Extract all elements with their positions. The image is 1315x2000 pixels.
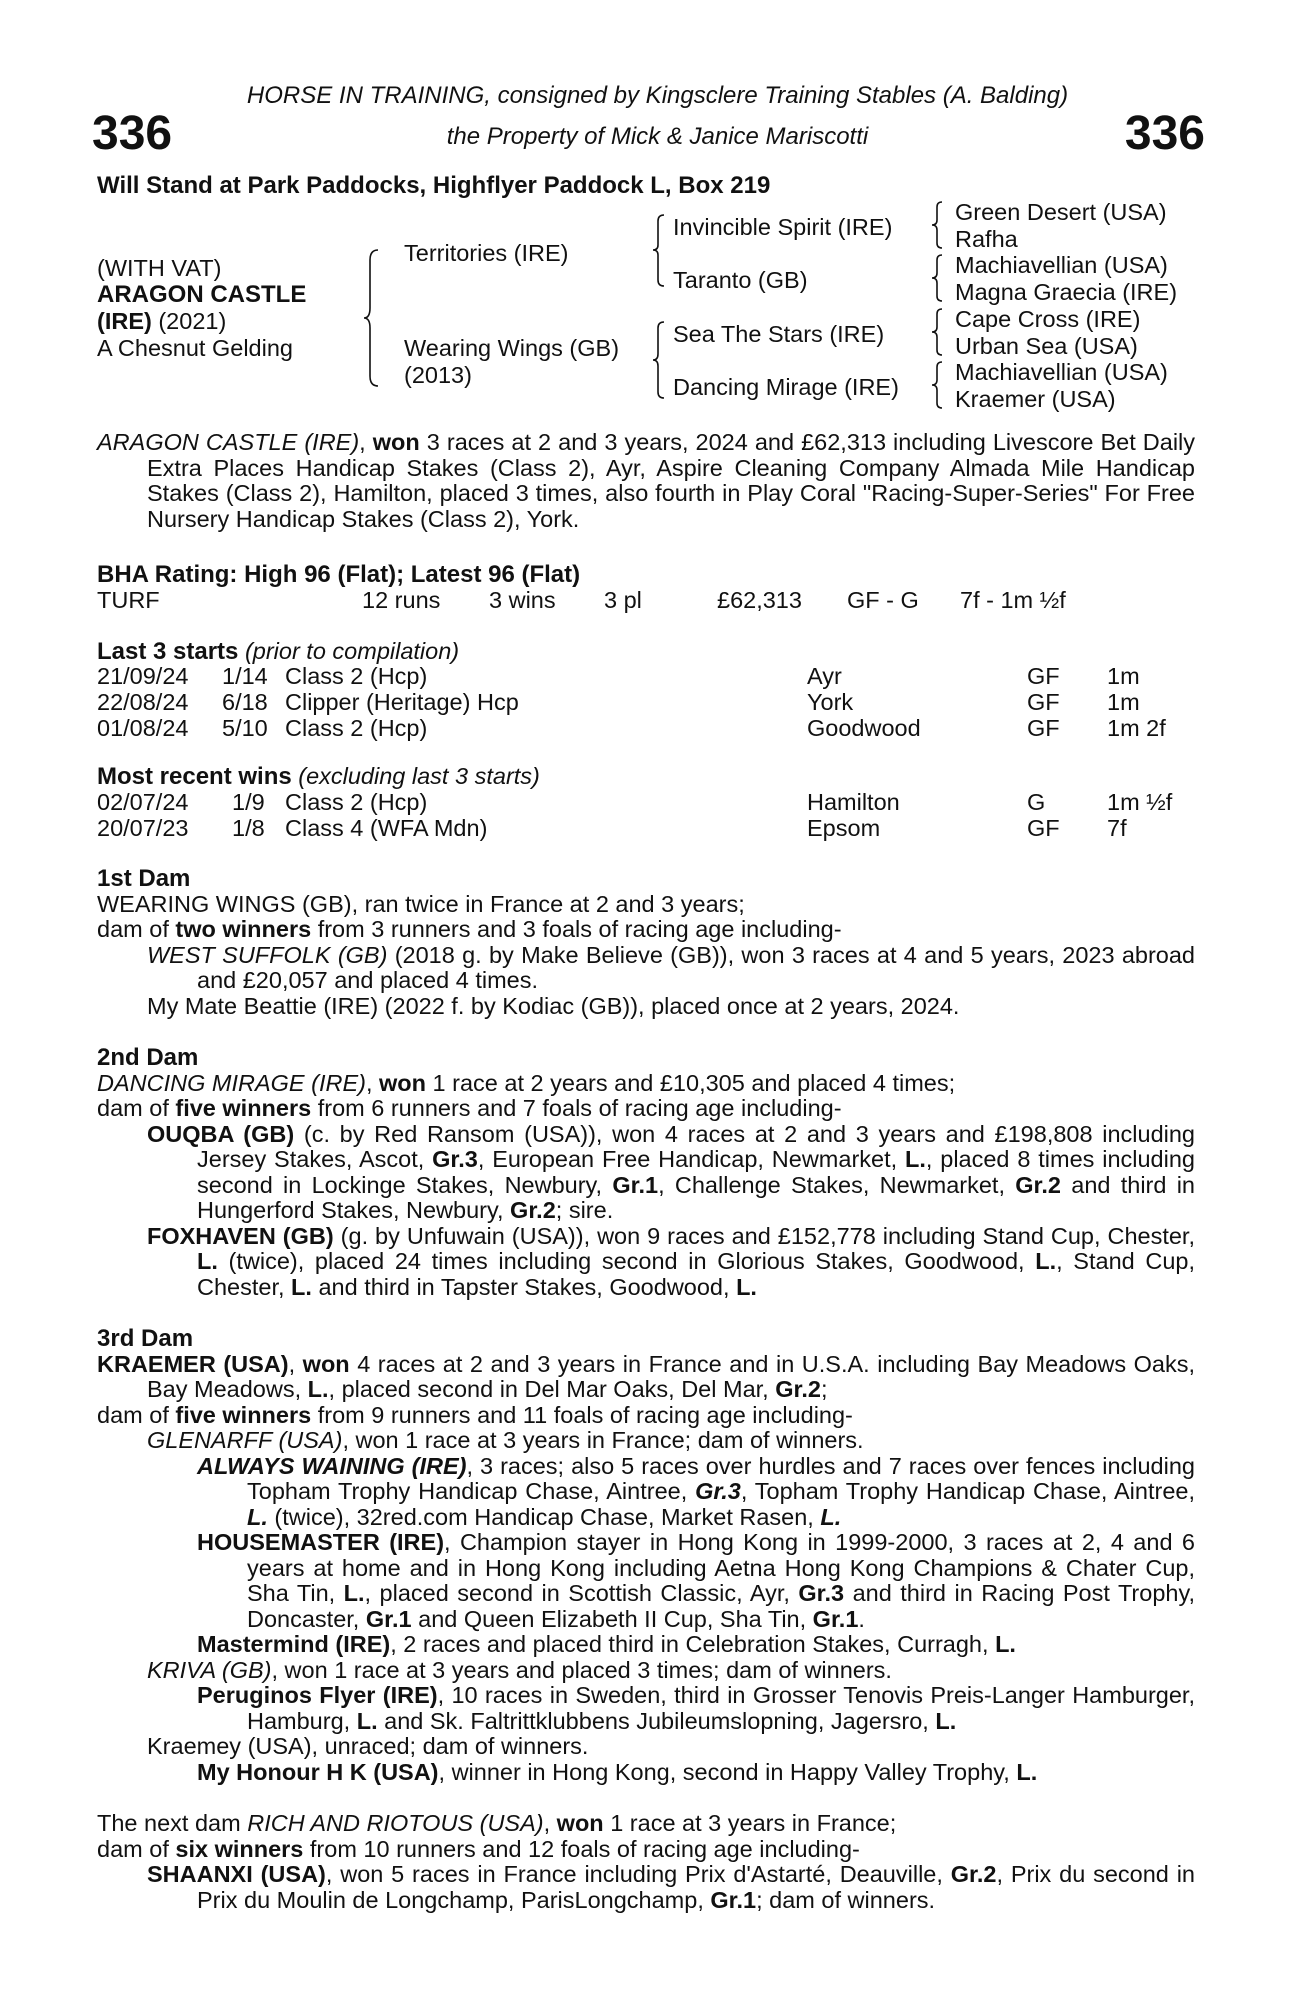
dam-name: RICH AND RIOTOUS (USA)	[247, 1810, 544, 1836]
last3-subtitle: (prior to compilation)	[244, 638, 460, 664]
row-course: York	[807, 689, 854, 715]
won-label: won	[302, 1350, 350, 1377]
next-dam-line	[97, 1811, 1195, 1837]
text: , won 1 race at 3 years and placed 3 times; dam of winners.	[271, 1656, 892, 1683]
grade: Gr.3	[695, 1478, 741, 1504]
text: and Queen Elizabeth II Cup, Sha Tin,	[411, 1605, 813, 1632]
grade: L.	[935, 1707, 957, 1734]
text: ; sire.	[555, 1197, 614, 1223]
pedigree-brace-main	[362, 248, 382, 388]
recent-wins-title: Most recent wins	[97, 763, 292, 790]
horse-year: (2021)	[158, 308, 227, 334]
row-race: Class 2 (Hcp)	[285, 789, 428, 815]
pedigree-brace-dam	[650, 320, 668, 400]
progeny-name: KRIVA (GB)	[147, 1656, 272, 1683]
last3-title: Last 3 starts	[97, 638, 239, 665]
progeny-name: FOXHAVEN (GB)	[147, 1222, 334, 1249]
last3-row	[97, 663, 1197, 689]
last3-row	[97, 689, 1197, 715]
row-going: GF	[1027, 715, 1060, 741]
pedigree-sire-sire: Invincible Spirit (IRE)	[673, 214, 893, 240]
pedigree-ssd: Rafha	[955, 226, 1018, 252]
pedigree-brace-ss	[930, 200, 946, 250]
row-course: Goodwood	[807, 715, 921, 741]
text: , 3 races; also 5 races over hurdles and 7 races over fences including Topham Trophy Handicap Chase, Aintree,	[247, 1452, 1195, 1504]
pedigree-sss: Green Desert (USA)	[955, 199, 1167, 225]
grand-progeny-entry	[197, 1530, 1195, 1632]
pedigree-dam: Wearing Wings (GB)	[404, 335, 620, 361]
row-date: 21/09/24	[97, 663, 189, 689]
row-position: 6/18	[222, 689, 268, 715]
row-course: Ayr	[807, 663, 842, 689]
second-dam-section	[97, 1045, 1195, 1300]
bha-wins: 3 wins	[489, 587, 556, 613]
progeny-name: SHAANXI (USA)	[147, 1861, 326, 1887]
recent-win-row	[97, 789, 1197, 815]
row-position: 1/14	[222, 663, 268, 689]
lot-number-left: 336	[92, 107, 173, 160]
grade: L.	[995, 1631, 1016, 1657]
progeny-entry	[147, 943, 1195, 994]
text: 1 race at 2 years and £10,305 and placed 4 times;	[426, 1069, 956, 1096]
grade: Gr.3	[798, 1580, 845, 1606]
grade: L.	[307, 1376, 329, 1402]
summary-text: 3 races at 2 and 3 years, 2024 and £62,313 including Livescore Bet Daily Extra Places Handicap Stakes (Class 2), Ayr, Aspire Cleaning Company Almada Mile Handicap Stakes (Class 2), Hamilton, placed 3 times, also fourth in Play Coral "Racing-Super-Series" For Free Nursery Handicap Stakes (Class 2), York.	[147, 429, 1196, 532]
row-date: 22/08/24	[97, 689, 189, 715]
pedigree-brace-sire	[650, 213, 668, 288]
horse-name: ARAGON CASTLE	[97, 281, 307, 308]
text: , Prix du second in Prix du Moulin de Longchamp, ParisLongchamp,	[197, 1861, 1195, 1913]
text: , European Free Handicap, Newmarket,	[477, 1146, 905, 1172]
grade: Gr.3	[432, 1146, 478, 1172]
grade: L.	[1016, 1758, 1038, 1785]
bha-rating-title: BHA Rating: High 96 (Flat); Latest 96 (Flat)	[97, 561, 581, 588]
grade: L.	[343, 1580, 365, 1606]
progeny-entry	[147, 1658, 1195, 1684]
text: ; dam of winners.	[756, 1886, 936, 1913]
grade: Gr.2	[510, 1197, 556, 1223]
progeny-name: Mastermind (IRE)	[197, 1631, 391, 1657]
text: from 9 runners and 11 foals of racing age including-	[311, 1401, 853, 1428]
pedigree-dss: Cape Cross (IRE)	[955, 306, 1141, 332]
second-dam-produce-line	[97, 1096, 1195, 1122]
dam-name: DANCING MIRAGE (IRE)	[97, 1069, 366, 1096]
pedigree-sds: Machiavellian (USA)	[955, 252, 1168, 278]
text: (twice), 32red.com Handicap Chase, Market Rasen,	[267, 1503, 821, 1530]
text: , placed second in Del Mar Oaks, Del Mar,	[328, 1376, 776, 1402]
location-line: Will Stand at Park Paddocks, Highflyer Paddock L, Box 219	[97, 172, 771, 199]
grade: L.	[356, 1707, 378, 1734]
pedigree-dam-sire: Sea The Stars (IRE)	[673, 321, 885, 347]
dam-name: KRAEMER (USA)	[97, 1350, 289, 1377]
progeny-name: My Honour H K (USA)	[197, 1758, 439, 1785]
row-date: 01/08/24	[97, 715, 189, 741]
progeny-name: HOUSEMASTER (IRE)	[197, 1529, 445, 1555]
horse-origin	[97, 308, 226, 335]
third-dam-section	[97, 1326, 1195, 1785]
last3-row	[97, 715, 1197, 741]
first-dam-title: 1st Dam	[97, 865, 191, 892]
grand-progeny-entry	[197, 1683, 1195, 1734]
text: (c. by Red Ransom (USA)), won 4 races at 2 and 3 years and £198,808 including Jersey Stakes, Ascot,	[197, 1120, 1196, 1172]
text: dam of	[97, 1401, 176, 1428]
text: and third in Hungerford Stakes, Newbury,	[197, 1171, 1195, 1223]
row-distance: 7f	[1107, 815, 1127, 841]
row-going: GF	[1027, 663, 1060, 689]
text: , Champion stayer in Hong Kong in 1999-2000, 3 races at 2, 4 and 6 years at home and in Hong Kong including Aetna Hong Kong Champions & Chater Cup, Sha Tin,	[247, 1529, 1195, 1606]
winners-count: five winners	[175, 1095, 312, 1121]
recent-win-row	[97, 815, 1197, 841]
bha-stats-row	[97, 587, 1197, 613]
text: dam of	[97, 1835, 176, 1862]
grade: L.	[820, 1503, 842, 1530]
first-dam-line: WEARING WINGS (GB), ran twice in France at 2 and 3 years;	[97, 890, 745, 917]
winners-count: five winners	[175, 1401, 312, 1428]
pedigree-ddd: Kraemer (USA)	[955, 386, 1116, 412]
row-going: GF	[1027, 815, 1060, 841]
progeny-text: (2018 g. by Make Believe (GB)), won 3 races at 4 and 5 years, 2023 abroad and £20,057 and placed 4 times.	[197, 941, 1195, 993]
bha-earnings: £62,313	[717, 587, 802, 613]
race-summary: ARAGON CASTLE (IRE), won 3 races at 2 and 3 years, 2024 and £62,313 including Livescore Bet Daily Extra Places Handicap Stakes (Class 2), Ayr, Aspire Cleaning Company Almada Mile Handicap Stakes (Class 2), Hamilton, placed 3 times, also fourth in Play Coral "Racing-Super-Series" For Free Nursery Handicap Stakes (Class 2), York.	[97, 429, 1196, 532]
grade: L.	[904, 1146, 926, 1172]
progeny-entry	[147, 1428, 1195, 1454]
text: , Stand Cup, Chester,	[197, 1248, 1195, 1300]
won-label: won	[556, 1810, 604, 1836]
grade: Gr.2	[950, 1861, 997, 1887]
third-dam-produce-line	[97, 1403, 1195, 1429]
pedigree-dam-year: (2013)	[404, 362, 472, 388]
recent-wins-subtitle: (excluding last 3 starts)	[298, 763, 540, 789]
row-distance: 1m	[1107, 689, 1140, 715]
horse-country: (IRE)	[97, 308, 152, 334]
text: , 2 races and placed third in Celebration Stakes, Curragh,	[390, 1631, 996, 1657]
row-distance: 1m ½f	[1107, 789, 1173, 815]
text: 1 race at 3 years in France;	[603, 1810, 897, 1836]
text: , Topham Trophy Handicap Chase, Aintree,	[740, 1478, 1195, 1504]
grade: Gr.1	[612, 1171, 659, 1198]
grade: Gr.2	[1015, 1171, 1061, 1198]
row-distance: 1m 2f	[1107, 715, 1166, 741]
pedigree-brace-dd	[930, 360, 946, 410]
pedigree-dam-dam: Dancing Mirage (IRE)	[673, 374, 899, 400]
text: , placed 8 times including second in Lockinge Stakes, Newbury,	[197, 1146, 1195, 1198]
text: , winner in Hong Kong, second in Happy Valley Trophy,	[438, 1758, 1017, 1785]
progeny-entry	[147, 1224, 1195, 1301]
text: (g. by Unfuwain (USA)), won 9 races and £152,778 including Stand Cup, Chester,	[333, 1222, 1195, 1249]
text: , won 1 race at 3 years in France; dam of winners.	[342, 1427, 864, 1453]
row-going: G	[1027, 789, 1046, 815]
progeny-name: GLENARFF (USA)	[147, 1427, 343, 1453]
progeny-entry	[147, 1862, 1195, 1913]
grade: Gr.1	[710, 1886, 757, 1913]
text: The next dam	[97, 1810, 248, 1836]
last3-heading	[97, 638, 459, 666]
first-dam-produce-line	[97, 917, 1195, 943]
grade: Gr.2	[775, 1376, 821, 1402]
row-race: Class 2 (Hcp)	[285, 715, 428, 741]
second-dam-line: DANCING MIRAGE (IRE), won 1 race at 2 years and £10,305 and placed 4 times;	[97, 1069, 956, 1096]
first-dam-section	[97, 866, 1195, 1019]
consignor-line: HORSE IN TRAINING, consigned by Kingsclere Training Stables (A. Balding)	[246, 82, 1069, 109]
bha-distance: 7f - 1m ½f	[960, 587, 1066, 613]
grade: L.	[247, 1503, 268, 1530]
grade: L.	[291, 1273, 312, 1300]
row-date: 02/07/24	[97, 789, 189, 815]
third-dam-line: KRAEMER (USA), won 4 races at 2 and 3 years in France and in U.S.A. including Bay Meadows Oaks, Bay Meadows, L., placed second in Del Mar Oaks, Del Mar, Gr.2;	[97, 1350, 1196, 1402]
progeny-entry	[147, 1734, 1195, 1760]
next-dam-produce-line	[97, 1837, 1195, 1863]
third-dam-title: 3rd Dam	[97, 1325, 194, 1352]
progeny-text: My Mate Beattie (IRE) (2022 f. by Kodiac (GB)), placed once at 2 years, 2024.	[147, 992, 960, 1019]
summary-won: won	[372, 429, 420, 455]
bha-going: GF - G	[847, 587, 919, 613]
text: and Sk. Faltrittklubbens Jubileumslopning, Jagersro,	[377, 1707, 936, 1734]
text: ;	[820, 1376, 828, 1402]
summary-horse-name: ARAGON CASTLE (IRE)	[97, 429, 360, 455]
row-race: Clipper (Heritage) Hcp	[285, 689, 519, 715]
pedigree-brace-sd	[930, 253, 946, 303]
row-race: Class 2 (Hcp)	[285, 663, 428, 689]
pedigree-brace-ds	[930, 307, 946, 357]
grade: L.	[736, 1273, 757, 1300]
grade: Gr.1	[365, 1605, 412, 1632]
pedigree-sire: Territories (IRE)	[404, 240, 569, 266]
next-dam-section	[97, 1811, 1195, 1913]
row-course: Hamilton	[807, 789, 900, 815]
text: dam of	[97, 916, 176, 942]
text: from 3 runners and 3 foals of racing age including-	[311, 916, 842, 942]
row-distance: 1m	[1107, 663, 1140, 689]
pedigree-dds: Machiavellian (USA)	[955, 359, 1168, 385]
text: Kraemey (USA), unraced; dam of winners.	[147, 1733, 589, 1759]
bha-runs: 12 runs	[362, 587, 441, 613]
pedigree-sire-dam: Taranto (GB)	[673, 267, 808, 293]
won-label: won	[379, 1069, 427, 1096]
progeny-name: OUQBA (GB)	[147, 1120, 295, 1147]
text: , Challenge Stakes, Newmarket,	[658, 1171, 1016, 1198]
text: and third in Tapster Stakes, Goodwood,	[311, 1273, 737, 1300]
text: ,	[543, 1810, 557, 1836]
grand-progeny-entry	[197, 1632, 1195, 1658]
second-dam-title: 2nd Dam	[97, 1044, 199, 1071]
text: , placed second in Scottish Classic, Ayr,	[364, 1580, 799, 1606]
row-position: 5/10	[222, 715, 268, 741]
text: .	[858, 1605, 865, 1632]
winners-count: six winners	[175, 1835, 304, 1862]
lot-number-right: 336	[1124, 107, 1205, 160]
progeny-name: ALWAYS WAINING (IRE)	[197, 1452, 467, 1479]
row-race: Class 4 (WFA Mdn)	[285, 815, 488, 841]
winners-count: two winners	[175, 916, 312, 942]
text: (twice), placed 24 times including second in Glorious Stakes, Goodwood,	[217, 1248, 1036, 1274]
row-going: GF	[1027, 689, 1060, 715]
text: dam of	[97, 1095, 176, 1121]
text: from 6 runners and 7 foals of racing age including-	[311, 1095, 842, 1121]
grade: L.	[197, 1248, 218, 1274]
progeny-name: WEST SUFFOLK (GB)	[147, 941, 388, 968]
row-position: 1/9	[232, 789, 265, 815]
text: from 10 runners and 12 foals of racing age including-	[303, 1835, 860, 1862]
property-line: the Property of Mick & Janice Mariscotti	[446, 123, 869, 150]
text: , 10 races in Sweden, third in Grosser Tenovis Preis-Langer Hamburger, Hamburg,	[247, 1682, 1195, 1734]
row-date: 20/07/23	[97, 815, 189, 841]
row-position: 1/8	[232, 815, 265, 841]
text: 4 races at 2 and 3 years in France and in U.S.A. including Bay Meadows Oaks, Bay Meadows,	[147, 1350, 1196, 1402]
text: and third in Racing Post Trophy, Doncaster,	[247, 1580, 1195, 1632]
grade: Gr.1	[812, 1605, 859, 1632]
horse-description: A Chesnut Gelding	[97, 335, 293, 361]
grade: L.	[1035, 1248, 1057, 1274]
progeny-name: Peruginos Flyer (IRE)	[197, 1682, 438, 1708]
vat-note: (WITH VAT)	[97, 255, 222, 281]
bha-surface: TURF	[97, 587, 160, 613]
progeny-entry	[147, 994, 1195, 1020]
recent-wins-heading	[97, 763, 540, 791]
grand-progeny-entry	[197, 1760, 1195, 1786]
pedigree-dsd: Urban Sea (USA)	[955, 333, 1138, 359]
bha-placed: 3 pl	[604, 587, 642, 613]
progeny-entry	[147, 1122, 1195, 1224]
grand-progeny-entry	[197, 1454, 1195, 1531]
text: , won 5 races in France including Prix d'Astarté, Deauville,	[325, 1861, 951, 1887]
pedigree-sdd: Magna Graecia (IRE)	[955, 279, 1178, 305]
row-course: Epsom	[807, 815, 881, 841]
